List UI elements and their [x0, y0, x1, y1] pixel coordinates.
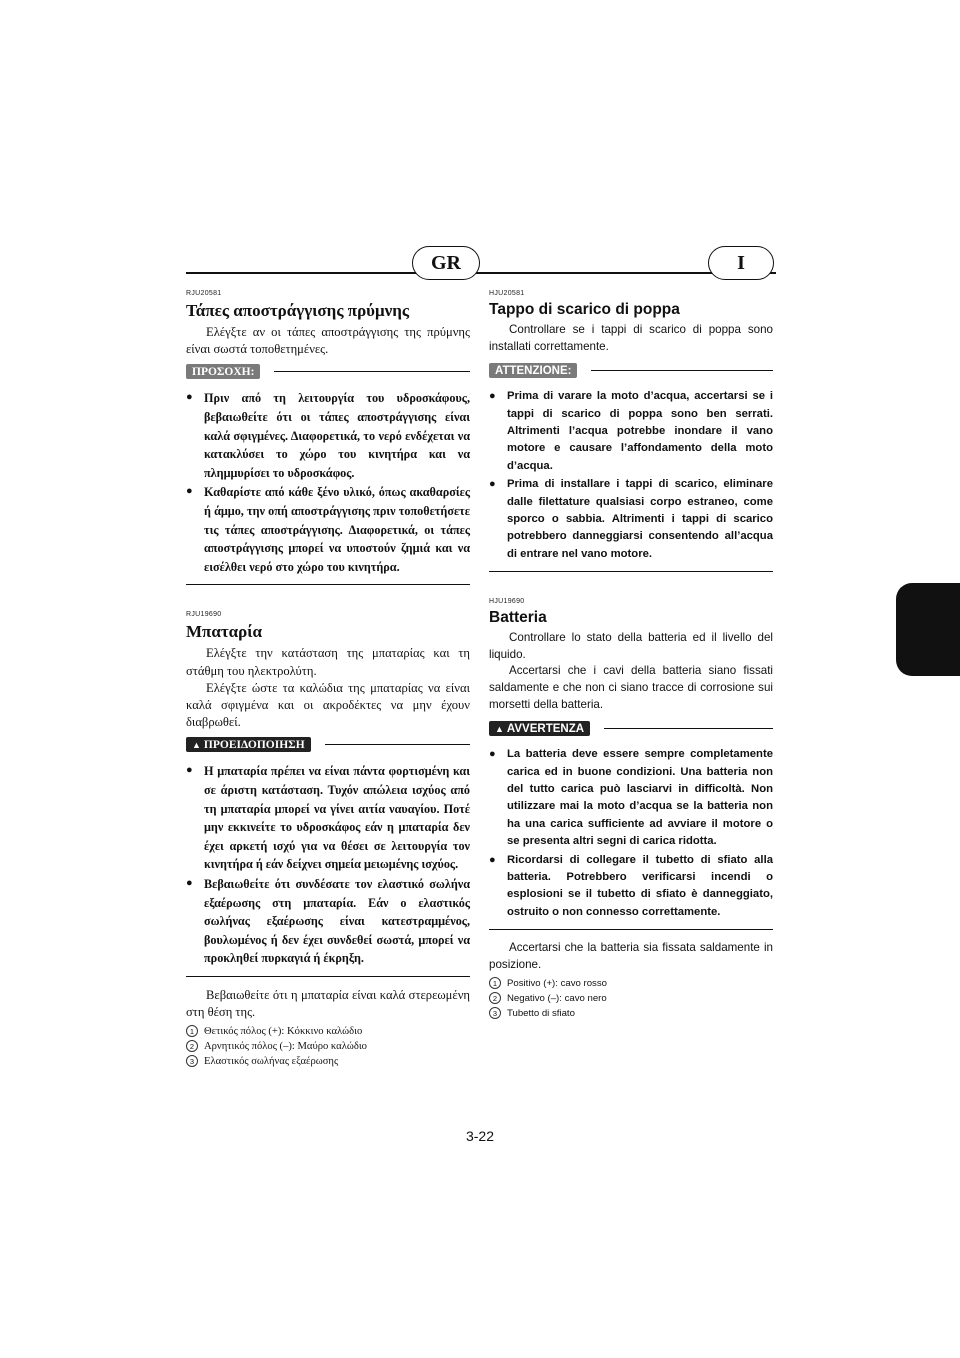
legend-number: 3 [489, 1007, 501, 1019]
legend-text: Ελαστικός σωλήνας εξαέρωσης [204, 1055, 339, 1067]
caution-label: ΠΡΟΣΟΧΗ: [186, 364, 260, 379]
caution-rule [591, 370, 773, 371]
legend-number: 2 [489, 992, 501, 1004]
caution-header [186, 364, 470, 379]
warning-bullet [489, 852, 773, 922]
bullet-icon: ● [186, 485, 193, 498]
warning-bullet-text: Η μπαταρία πρέπει να είναι πάντα φορτισμένη και σε άριστη κατάσταση. Τυχόν απώλεια ισχύος από τη μπαταρία μπορεί να γίνει αιτία ναυαγίου. Ποτέ μην εκκινείτε το υδροσκάφος εάν η μπαταρία δεν έχει αρκετή ισχύ για να θέσει σε λειτουργία τον κινητήρα ή εάν δείχνει σημεία μειωμένης ισχύος. [204, 764, 470, 872]
chapter-thumb-tab [896, 583, 960, 676]
bullet-icon: ● [489, 478, 496, 491]
warning-label [186, 737, 311, 752]
legend-number: 2 [186, 1040, 198, 1052]
warning-bullet-text: La batteria deve essere sempre completamente carica ed in buone condizioni. Una batteria non del tutto carica può lasciarvi in difficoltà. Non utilizzare mai la moto d’acqua se la batteria non ha una carica sufficiente ad avviare il motore o se presenta altri segni di carica ridotta. [507, 748, 773, 848]
caution-rule [274, 371, 470, 372]
section-intro: Controllare se i tappi di scarico di poppa sono installati correttamente. [489, 323, 773, 353]
closing-paragraph: Accertarsi che la batteria sia fissata saldamente in posizione. [489, 941, 773, 971]
legend-text: Αρνητικός πόλος (–): Μαύρο καλώδιο [204, 1040, 367, 1052]
legend-number: 1 [186, 1025, 198, 1037]
warning-header [186, 737, 470, 752]
language-tab-greek [412, 246, 480, 280]
legend-text: Θετικός πόλος (+): Κόκκινο καλώδιο [204, 1025, 363, 1037]
caution-bullet-text: Καθαρίστε από κάθε ξένο υλικό, όπως ακαθαρσίες ή άμμο, την οπή αποστράγγισης πριν τοποθετήσετε τις τάπες αποστράγγισης. Διαφορετικά, οι τάπες αποστράγγισης μπορεί να υποστούν ζημιά και να εισέλθει νερό στο χώρο του κινητήρα. [204, 485, 470, 574]
section-paragraph: Accertarsi che i cavi della batteria siano fissati saldamente e che non ci siano tracce di corrosione sui morsetti della batteria. [489, 664, 773, 711]
caution-bullet-text: Prima di varare la moto d’acqua, accertarsi se i tappi di scarico di poppa sono ben serrati. Altrimenti l’acqua potrebbe inondare il vano motore e causare l’affondamento della moto d’acqua. [507, 390, 773, 472]
bullet-icon: ● [489, 390, 496, 403]
warning-triangle-icon: ▲ [495, 723, 504, 734]
bullet-icon: ● [186, 764, 193, 777]
section-paragraph: Ελέγξτε την κατάσταση της μπαταρίας και τη στάθμη του ηλεκτρολύτη. [186, 646, 470, 678]
warning-label-text: AVVERTENZA [506, 722, 585, 735]
legend-item [489, 1007, 773, 1019]
bullet-icon: ● [489, 748, 496, 761]
section-code: HJU19690 [489, 598, 525, 606]
language-tab-greek-label: GR [431, 251, 461, 274]
legend-item [186, 1055, 470, 1067]
caution-bullet-text: Prima di installare i tappi di scarico, eliminare dalle filettature qualsiasi corpo estraneo, come sporco o sabbia. Altrimenti i tappi di scarico potrebbero danneggiarsi consentendo all’acqua di entrare nel vano motore. [507, 478, 773, 560]
section-title: Batteria [489, 609, 547, 627]
legend-item [489, 992, 773, 1004]
language-tab-italian-label: I [737, 251, 745, 274]
language-tab-italian [708, 246, 774, 280]
section-intro: Ελέγξτε αν οι τάπες αποστράγγισης της πρύμνης είναι σωστά τοποθετημένες. [186, 325, 470, 357]
italian-column [489, 290, 773, 1022]
section-paragraph: Controllare lo stato della batteria ed il livello del liquido. [489, 631, 773, 661]
greek-column [186, 290, 470, 1070]
bullet-icon: ● [186, 876, 193, 889]
warning-bullet-text: Βεβαιωθείτε ότι συνδέσατε τον ελαστικό σωλήνα εξαέρωσης στη μπαταρία. Εάν ο ελαστικός σωλήνας εξαέρωσης είναι κατεστραμμένος, βουλωμένος ή δεν έχει συνδεθεί σωστά, μπορεί να προκληθεί πυρκαγιά ή έκρηξη. [204, 876, 470, 966]
section-title: Μπαταρία [186, 622, 263, 642]
warning-bullet [186, 762, 470, 874]
warning-label [489, 721, 590, 736]
bullet-icon: ● [489, 853, 496, 866]
caution-bullet [186, 389, 470, 482]
bullet-icon: ● [186, 391, 193, 404]
legend-text: Tubetto di sfiato [507, 1007, 575, 1019]
page-number: 3-22 [465, 1128, 495, 1144]
legend-text: Positivo (+): cavo rosso [507, 977, 607, 989]
closing-paragraph: Βεβαιωθείτε ότι η μπαταρία είναι καλά στερεωμένη στη θέση της. [186, 987, 470, 1020]
caution-header [489, 363, 773, 378]
legend-item [489, 977, 773, 989]
section-title: Tappo di scarico di poppa [489, 301, 680, 318]
section-code: RJU19690 [186, 611, 222, 619]
warning-label-text: ΠΡΟΕΙΔΟΠΟΙΗΣΗ [203, 738, 305, 751]
section-paragraph: Ελέγξτε ώστε τα καλώδια της μπαταρίας να είναι καλά σφιγμένα και οι ακροδέκτες να μην έχουν διαβρωθεί. [186, 680, 470, 730]
warning-bullet [186, 875, 470, 968]
warning-bullet [489, 746, 773, 850]
warning-rule [604, 728, 773, 729]
caution-label: ATTENZIONE: [489, 363, 577, 378]
caution-bullet [186, 483, 470, 576]
section-code: HJU20581 [489, 290, 525, 297]
legend-number: 3 [186, 1055, 198, 1067]
warning-bullet-text: Ricordarsi di collegare il tubetto di sfiato alla batteria. Potrebbero verificarsi incendi o esplosioni se il tubetto di sfiato è danneggiato, ostruito o non connesso correttamente. [507, 853, 773, 918]
warning-header [489, 721, 773, 736]
caution-bullet-text: Πριν από τη λειτουργία του υδροσκάφους, βεβαιωθείτε ότι οι τάπες αποστράγγισης είναι καλά σφιγμένες. Διαφορετικά, το νερό ενδέχεται να κατακλύσει το χώρο του κινητήρα και να πλημμυρίσει το υδροσκάφος. [204, 391, 470, 480]
caution-bullet [489, 476, 773, 563]
legend-item [186, 1025, 470, 1037]
section-title: Τάπες αποστράγγισης πρύμνης [186, 301, 410, 320]
warning-rule [325, 744, 470, 745]
caution-bullet [489, 388, 773, 475]
legend-text: Negativo (–): cavo nero [507, 992, 607, 1004]
warning-triangle-icon: ▲ [192, 739, 201, 750]
legend-number: 1 [489, 977, 501, 989]
section-code: RJU20581 [186, 290, 222, 297]
header-rule [186, 272, 776, 274]
legend-item [186, 1040, 470, 1052]
